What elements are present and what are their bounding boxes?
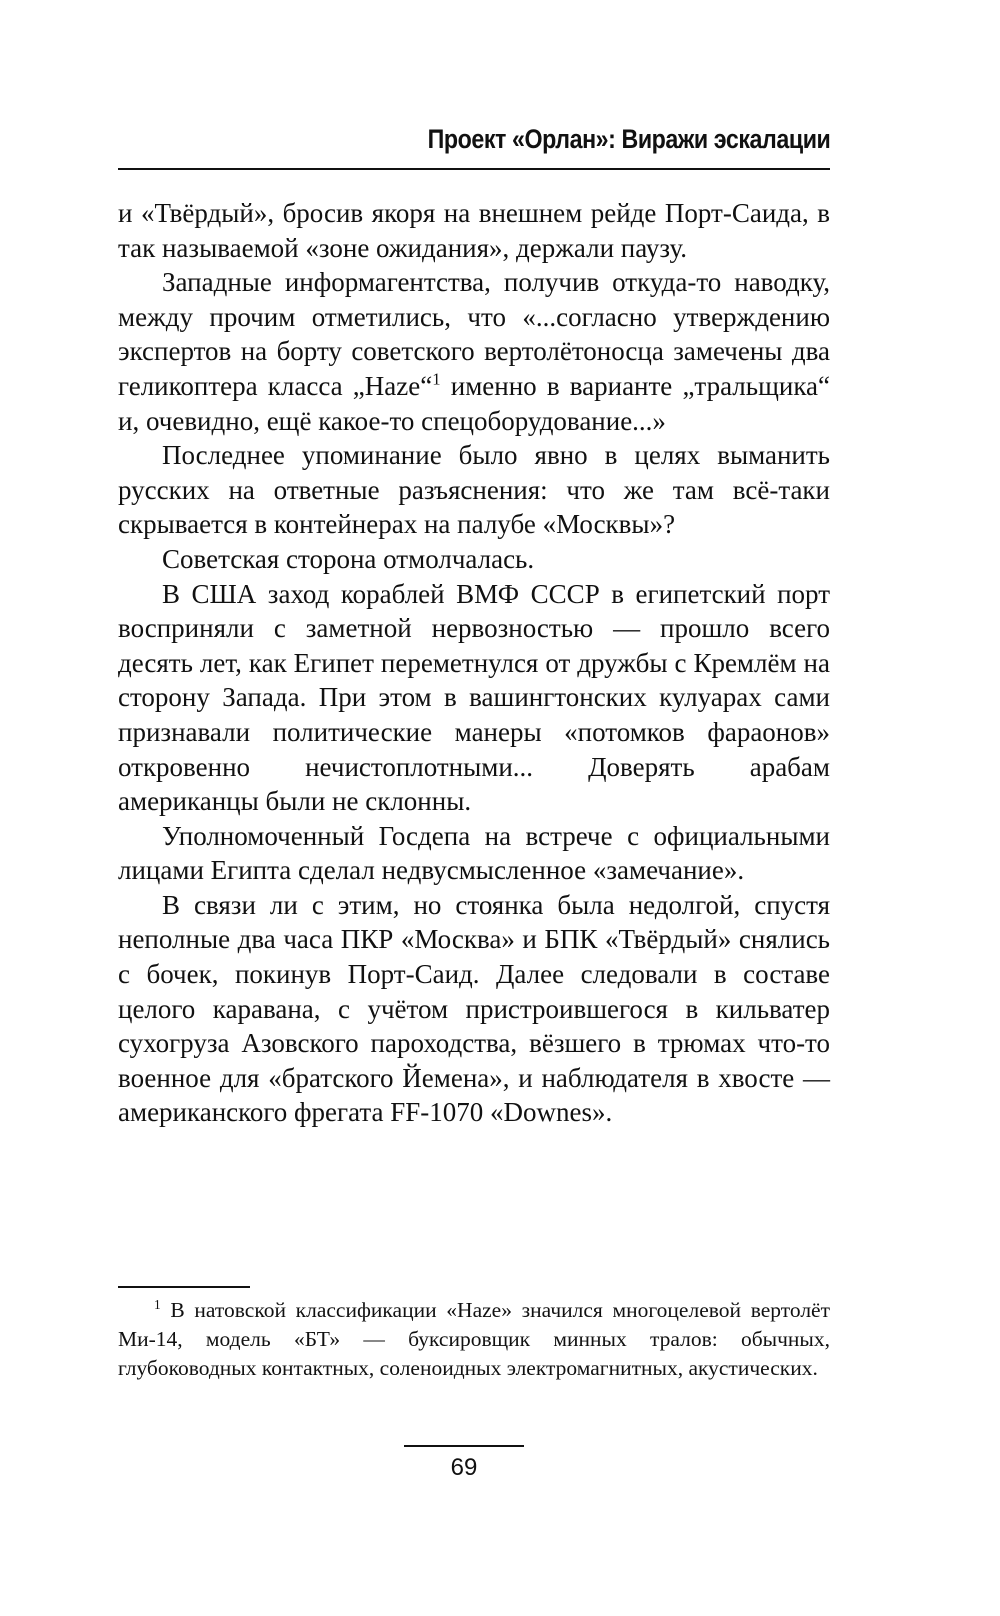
book-page [118, 0, 830, 1616]
paragraph-text: Западные информагентства, получив откуда-то наводку, между прочим отметились, что «...согласно утверждению экспертов на борту советского вертолётоносца замечены два геликоптера класса „Haze“ [118, 267, 830, 401]
paragraph [118, 265, 830, 438]
footnote-paragraph [118, 1296, 830, 1383]
footnote-text: В натовской классификации «Haze» значился многоцелевой вертолёт Ми-14, модель «БТ» — буксировщик минных тралов: обычных, глубоководных контактных, соленоидных электромагнитных, акустических. [118, 1298, 830, 1380]
footnote-rule [118, 1286, 250, 1288]
paragraph-continued: и «Твёрдый», бросив якоря на внешнем рейде Порт-Саида, в так называемой «зоне ожидания», держали паузу. [118, 198, 830, 263]
running-head: Проект «Орлан»: Виражи эскалации [427, 124, 830, 154]
paragraph: Последнее упоминание было явно в целях выманить русских на ответные разъяснения: что же там всё-таки скрывается в контейнерах на палубе «Москвы»? [118, 440, 830, 540]
paragraph: Уполномоченный Госдепа на встрече с официальными лицами Египта сделал недвусмысленное «замечание». [118, 820, 830, 886]
page-number: 69 [450, 1454, 478, 1481]
header-rule [118, 168, 830, 170]
paragraph: В связи ли с этим, но стоянка была недолгой, спустя неполные два часа ПКР «Москва» и БПК «Твёрдый» снялись с бочек, покинув Порт-Саид. Далее следовали в составе целого каравана, с учётом пристроившегося в кильватер сухогруза Азовского пароходства, вёзшего в трюмах что-то военное для «братского Йемена», и наблюдателя в хвосте — американского фрегата FF-1070 «Downes». [118, 889, 830, 1128]
paragraph: В США заход кораблей ВМФ СССР в египетский порт восприняли с заметной нервозностью — прошло всего десять лет, как Египет переметнулся от дружбы с Кремлём на сторону Запада. При этом в вашингтонских кулуарах сами признавали политические манеры «потомков фараонов» откровенно нечистоплотными... Доверять арабам американцы были не склонны. [118, 578, 830, 817]
footnote-mark: 1 [154, 1296, 161, 1312]
body-text [118, 196, 830, 1130]
footnote [118, 1296, 830, 1383]
paragraph: Советская сторона отмолчалась. [162, 543, 535, 574]
paragraph-text-continued: именно в варианте „тральщика“ и, очевидно, ещё какое-то спецоборудование...» [118, 370, 830, 436]
folio-rule [404, 1445, 524, 1447]
footnote-reference: 1 [432, 369, 441, 389]
